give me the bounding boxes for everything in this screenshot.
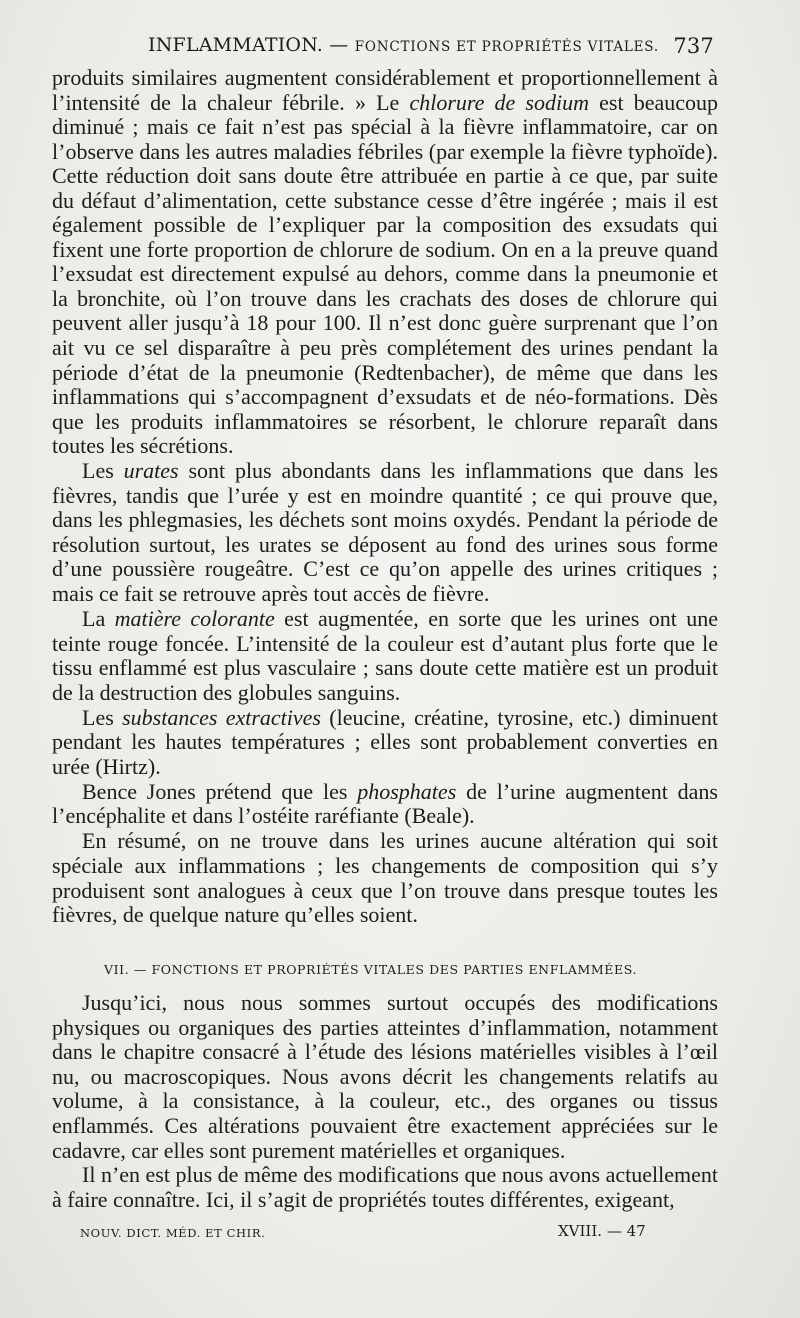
paragraph-text: La — [82, 606, 115, 632]
paragraph-urates — [52, 459, 718, 606]
paragraph-matiere-colorante — [52, 607, 718, 705]
paragraph-substances-extractives — [52, 706, 718, 780]
paragraph-il-nen-est-plus: Il n’en est plus de même des modifications que nous avons actuellement à faire connaître. Ici, il s’agit de propriétés toutes différentes, exigeant, — [52, 1162, 719, 1212]
footer-signature: NOUV. DICT. MÉD. ET CHIR. — [80, 1226, 266, 1240]
italic-term: chlorure de sodium — [409, 89, 589, 115]
paragraph-text: Les — [82, 704, 123, 730]
section-text — [52, 991, 718, 1212]
italic-term: substances extractives — [122, 704, 321, 730]
footer-volume: XVIII. — 47 — [558, 1222, 646, 1240]
header-subtitle: FONCTIONS ET PROPRIÉTÉS VITALES. — [354, 39, 659, 55]
paragraph-text: Les — [82, 458, 124, 484]
paragraph-phosphates — [52, 780, 718, 829]
paragraph-text: Bence Jones prétend que les — [82, 778, 358, 804]
page-number: 737 — [673, 34, 714, 58]
running-header — [148, 34, 714, 56]
paragraph-resume: En résumé, on ne trouve dans les urines aucune altération qui soit spéciale aux inflammations ; les changements de composition qui s’y produisent sont analogues à ceux que l’on trouve dans presque toutes les fièvres, de quelque nature qu’elles soient. — [52, 828, 718, 928]
paragraph-jusquici: Jusqu’ici, nous nous sommes surtout occupés des modifications physiques ou organiques des parties atteintes d’inflammation, notamment dans le chapitre consacré à l’étude des lésions matérielles visibles à l’œil nu, ou macroscopiques. Nous avons décrit les changements relatifs au volume, à la consistance, à la couleur, etc., des organes ou tissus enflammés. Ces altérations pouvaient être exactement appréciées sur le cadavre, car elles sont purement matérielles et organiques. — [52, 990, 718, 1163]
section-heading: VII. — FONCTIONS ET PROPRIÉTÉS VITALES DES PARTIES ENFLAMMÉES. — [104, 962, 638, 977]
italic-term: matière colorante — [114, 606, 275, 632]
paragraph-text: (leucine, créatine, tyrosine, etc.) diminuent pendant les hautes températures ; elles sont probablement converties en urée (Hirtz). — [52, 704, 719, 779]
header-title: INFLAMMATION. — [148, 34, 324, 56]
paragraph-text: est augmentée, en sorte que les urines ont une teinte rouge foncée. L’intensité de la couleur est d’autant plus forte que le tissu enflammé est plus vasculaire ; sans doute cette matière est un produit de la destruction des globules sanguins. — [52, 606, 719, 705]
paragraph-text: de l’urine augmentent dans l’encéphalite et dans l’ostéite raréfiante (Beale). — [52, 778, 718, 829]
paragraph-text: sont plus abondants dans les inflammations que dans les fièvres, tandis que l’urée y est en moindre quantité ; ce qui prouve que, dans les phlegmasies, les déchets sont moins oxydés. Pendant la période de résolution surtout, les urates se déposent au fond des urines sous forme d’une poussière rougeâtre. C’est ce qu’on appelle des urines critiques ; mais ce fait se retrouve après tout accès de fièvre. — [52, 458, 719, 606]
paragraph-text: produits similaires augmentent considérablement et proportionnellement à l’intensité de la chaleur fébrile. » Le — [52, 65, 718, 115]
paragraph-text: est beaucoup diminué ; mais ce fait n’est pas spécial à la fièvre inflammatoire, car on l’observe dans les autres maladies fébriles (par exemple la fièvre typhoïde). Cette réduction doit sans doute être attribuée en partie à ce que, par suite du défaut d’alimentation, cette substance cesse d’être ingérée ; mais il est également possible de l’expliquer par la composition des exsudats qui fixent une forte proportion de chlorure de sodium. On en a la preuve quand l’exsudat est directement expulsé au dehors, comme dans la pneumonie et la bronchite, où l’on trouve dans les crachats des doses de chlorure qui peuvent aller jusqu’à 18 pour 100. Il n’est donc guère surprenant que l’on ait vu ce sel disparaître à peu près complétement des urines pendant la période d’état de la pneumonie (Redtenbacher), de même que dans les inflammations qui s’accompagnent d’exsudats et de néo-formations. Dès que les produits inflammatoires se résorbent, le chlorure reparaît dans toutes les sécrétions. — [52, 89, 719, 459]
italic-term: phosphates — [357, 778, 457, 804]
main-text — [52, 66, 718, 928]
italic-term: urates — [123, 458, 179, 484]
header-dash: — — [323, 34, 355, 56]
paragraph-chlorure — [52, 66, 718, 459]
